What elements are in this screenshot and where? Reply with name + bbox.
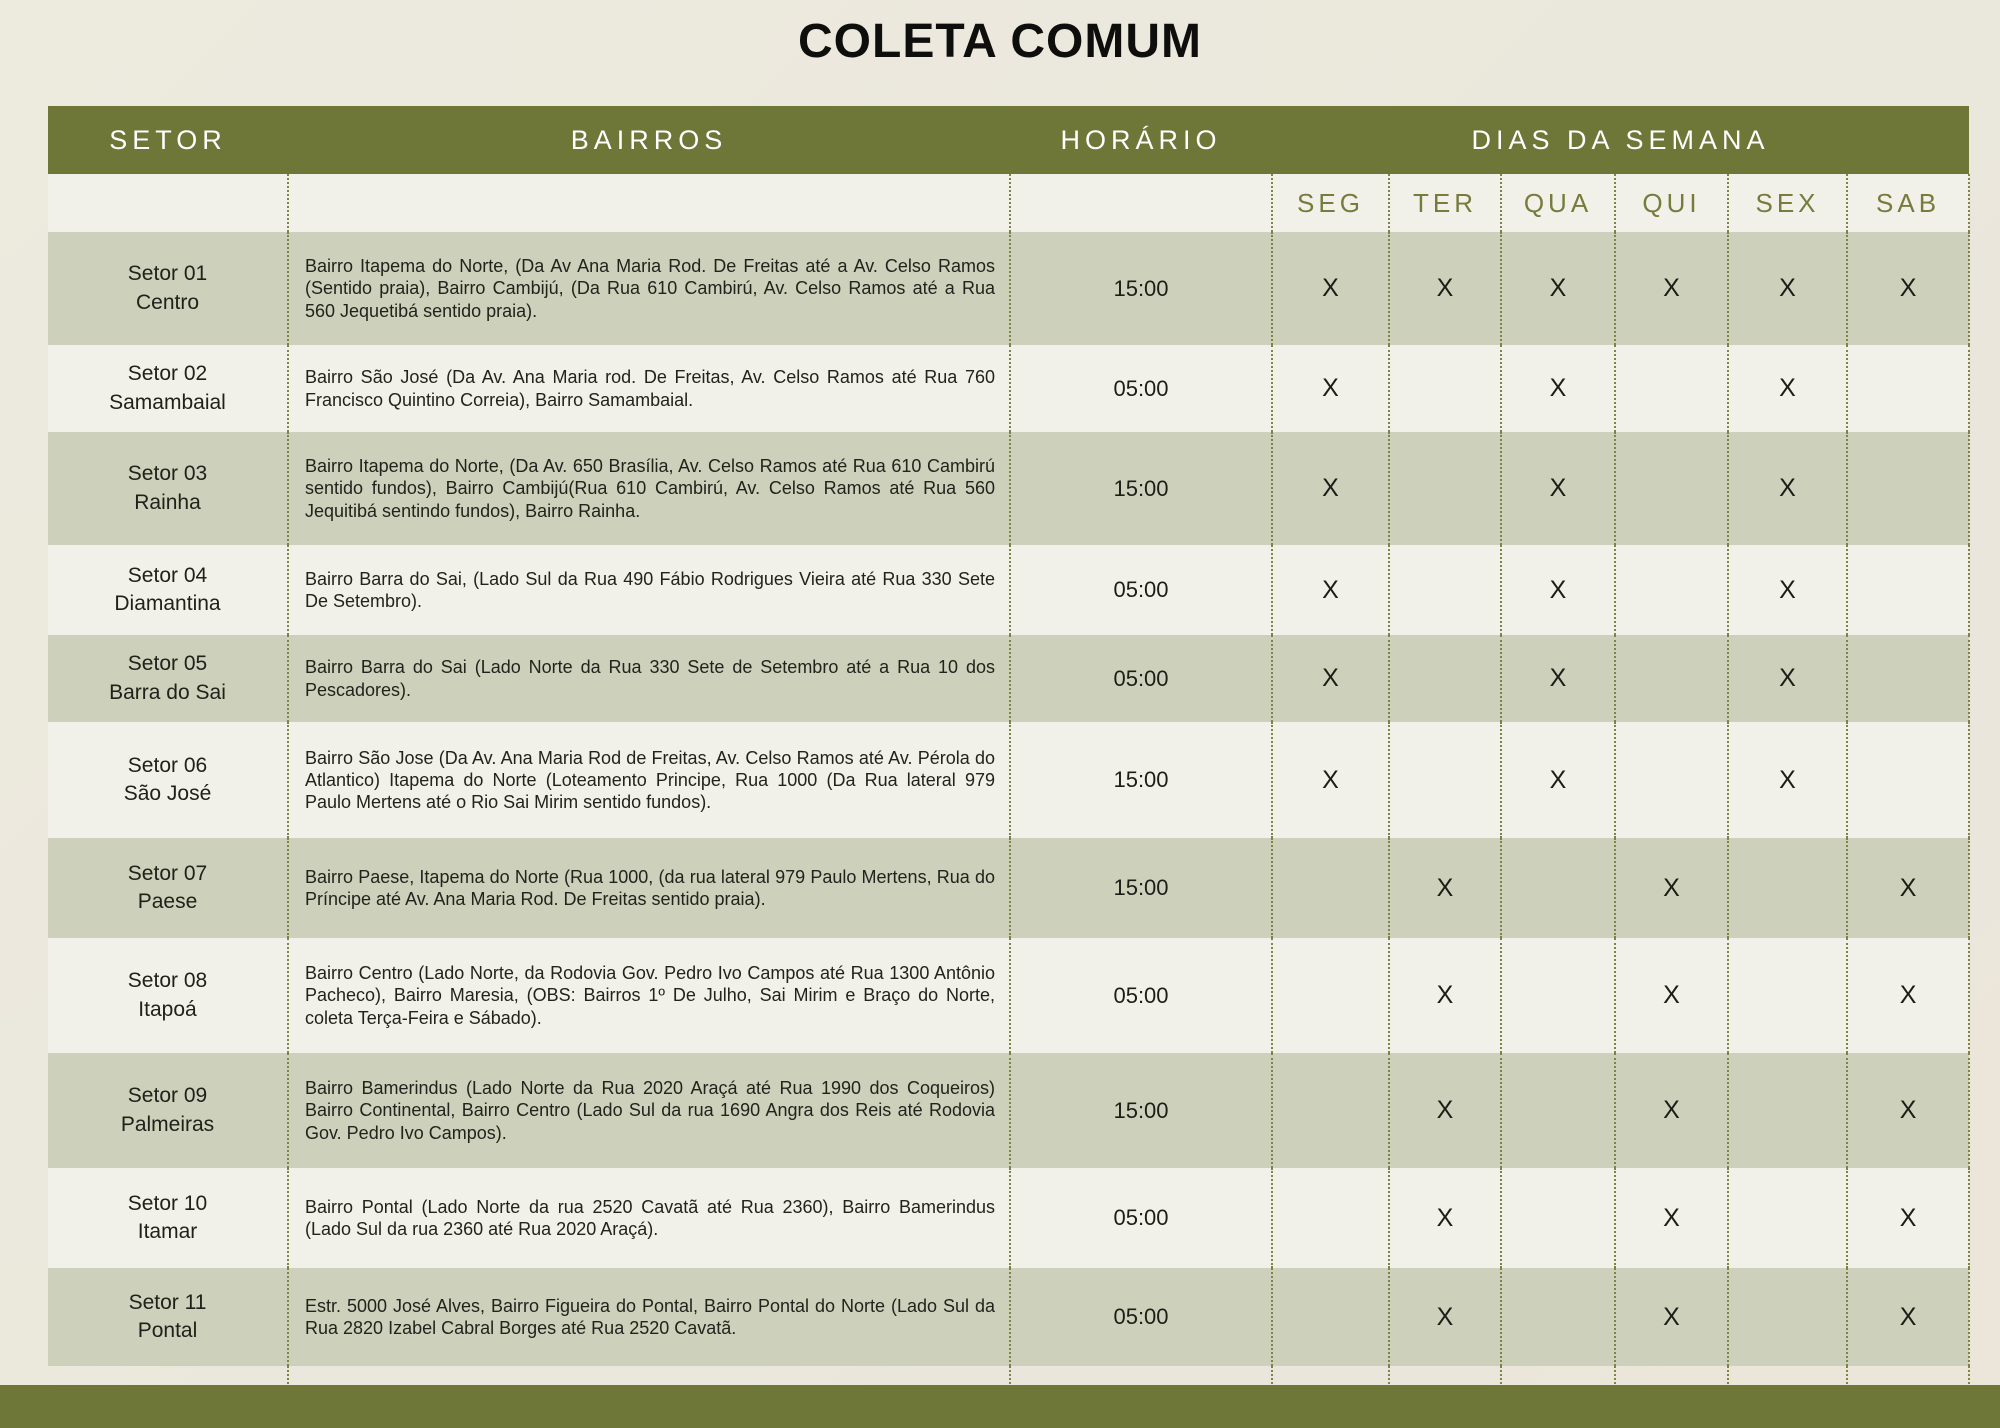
day-mark-cell — [1728, 1268, 1847, 1366]
day-mark-cell: X — [1615, 232, 1728, 345]
day-mark-cell: X — [1501, 345, 1615, 432]
day-mark-cell — [1272, 1053, 1389, 1168]
setor-number: Setor 02 — [127, 362, 208, 386]
table-row — [48, 722, 1969, 838]
day-mark-cell — [1728, 1168, 1847, 1268]
table-row — [48, 1168, 1969, 1268]
table-row — [48, 545, 1969, 635]
col-header-bairros: BAIRROS — [288, 106, 1010, 174]
day-mark-cell — [1615, 432, 1728, 545]
setor-number: Setor 07 — [127, 861, 208, 885]
setor-cell — [48, 938, 288, 1053]
setor-number: Setor 05 — [127, 652, 208, 676]
setor-cell — [48, 838, 288, 938]
table-row — [48, 1053, 1969, 1168]
bairros-cell: Bairro Bamerindus (Lado Norte da Rua 2020 Araçá até Rua 1990 dos Coqueiros) Bairro Continental, Bairro Centro (Lado Sul da rua 1690 Angra dos Reis até Rodovia Gov. Pedro Ivo Campos). — [288, 1053, 1010, 1168]
day-mark-cell: X — [1728, 545, 1847, 635]
table-header-row — [48, 106, 1969, 174]
setor-number: Setor 01 — [127, 262, 208, 286]
day-mark-cell: X — [1847, 1053, 1969, 1168]
coleta-comum-table — [48, 106, 1970, 1388]
setor-name: Itamar — [137, 1220, 198, 1243]
day-mark-cell: X — [1501, 232, 1615, 345]
day-mark-cell: X — [1847, 938, 1969, 1053]
footer-bar — [0, 1385, 2000, 1428]
day-mark-cell: X — [1615, 938, 1728, 1053]
setor-name: Pontal — [137, 1319, 198, 1342]
day-header-row — [48, 174, 1969, 232]
day-header-sab: SAB — [1847, 174, 1969, 232]
day-mark-cell: X — [1389, 938, 1501, 1053]
day-mark-cell — [1501, 1268, 1615, 1366]
day-mark-cell: X — [1615, 838, 1728, 938]
day-mark-cell: X — [1501, 432, 1615, 545]
day-mark-cell: X — [1272, 432, 1389, 545]
day-mark-cell — [1389, 635, 1501, 722]
horario-cell: 05:00 — [1010, 1168, 1272, 1268]
setor-number: Setor 10 — [127, 1191, 208, 1215]
day-mark-cell — [1272, 1168, 1389, 1268]
day-mark-cell: X — [1272, 635, 1389, 722]
setor-cell — [48, 545, 288, 635]
day-mark-cell: X — [1728, 345, 1847, 432]
setor-cell — [48, 1268, 288, 1366]
day-mark-cell — [1501, 938, 1615, 1053]
day-header-ter: TER — [1389, 174, 1501, 232]
bairros-cell: Bairro Itapema do Norte, (Da Av. 650 Brasília, Av. Celso Ramos até Rua 610 Cambirú sentido fundos), Bairro Cambijú(Rua 610 Cambirú, Av. Celso Ramos até Rua 560 Jequitibá sentindo fundos), Bairro Rainha. — [288, 432, 1010, 545]
horario-cell: 05:00 — [1010, 545, 1272, 635]
bairros-cell: Bairro Paese, Itapema do Norte (Rua 1000, (da rua lateral 979 Paulo Mertens, Rua do Príncipe até Av. Ana Maria Rod. De Freitas sentido praia). — [288, 838, 1010, 938]
table-row — [48, 432, 1969, 545]
table-row — [48, 635, 1969, 722]
setor-cell — [48, 635, 288, 722]
day-mark-cell — [1389, 722, 1501, 838]
day-mark-cell: X — [1501, 545, 1615, 635]
page-title: COLETA COMUM — [798, 15, 1202, 68]
setor-cell — [48, 1053, 288, 1168]
day-mark-cell: X — [1389, 232, 1501, 345]
day-mark-cell: X — [1272, 545, 1389, 635]
day-mark-cell — [1272, 838, 1389, 938]
day-mark-cell: X — [1615, 1168, 1728, 1268]
table-row — [48, 345, 1969, 432]
horario-cell: 15:00 — [1010, 232, 1272, 345]
bairros-cell: Bairro Centro (Lado Norte, da Rodovia Gov. Pedro Ivo Campos até Rua 1300 Antônio Pacheco), Bairro Maresia, (OBS: Bairros 1º De Julho, Sai Mirim e Braço do Norte, coleta Terça-Feira e Sábado). — [288, 938, 1010, 1053]
bairros-cell: Bairro Itapema do Norte, (Da Av Ana Maria Rod. De Freitas até a Av. Celso Ramos (Sentido praia), Bairro Cambijú, (Da Rua 610 Cambirú, Av. Celso Ramos até a Rua 560 Jequetibá sentido praia). — [288, 232, 1010, 345]
horario-cell: 15:00 — [1010, 722, 1272, 838]
day-mark-cell — [1389, 345, 1501, 432]
day-mark-cell: X — [1728, 232, 1847, 345]
horario-cell: 05:00 — [1010, 1268, 1272, 1366]
day-mark-cell: X — [1272, 232, 1389, 345]
setor-cell — [48, 232, 288, 345]
setor-cell — [48, 432, 288, 545]
day-mark-cell — [1501, 838, 1615, 938]
setor-cell — [48, 722, 288, 838]
day-header-spacer — [288, 174, 1010, 232]
day-mark-cell — [1272, 938, 1389, 1053]
table-row — [48, 1268, 1969, 1366]
day-mark-cell — [1847, 345, 1969, 432]
day-mark-cell — [1728, 1053, 1847, 1168]
setor-number: Setor 08 — [127, 969, 208, 993]
day-mark-cell — [1272, 1268, 1389, 1366]
day-mark-cell — [1847, 722, 1969, 838]
setor-number: Setor 04 — [127, 563, 208, 587]
day-mark-cell: X — [1501, 635, 1615, 722]
setor-name: Paese — [137, 890, 198, 913]
day-mark-cell: X — [1847, 838, 1969, 938]
day-mark-cell: X — [1847, 1268, 1969, 1366]
day-mark-cell — [1847, 545, 1969, 635]
day-mark-cell: X — [1728, 722, 1847, 838]
horario-cell: 05:00 — [1010, 345, 1272, 432]
day-header-sex: SEX — [1728, 174, 1847, 232]
table-row — [48, 838, 1969, 938]
setor-number: Setor 03 — [127, 462, 208, 486]
day-mark-cell: X — [1615, 1268, 1728, 1366]
day-header-qui: QUI — [1615, 174, 1728, 232]
setor-name: Samambaial — [109, 390, 226, 414]
day-mark-cell: X — [1389, 1053, 1501, 1168]
bairros-cell: Bairro Pontal (Lado Norte da rua 2520 Cavatã até Rua 2360), Bairro Bamerindus (Lado Sul da rua 2360 até Rua 2020 Araçá). — [288, 1168, 1010, 1268]
day-mark-cell — [1847, 432, 1969, 545]
day-mark-cell — [1728, 838, 1847, 938]
day-mark-cell: X — [1389, 838, 1501, 938]
day-mark-cell — [1615, 635, 1728, 722]
day-mark-cell: X — [1501, 722, 1615, 838]
day-header-seg: SEG — [1272, 174, 1389, 232]
table-row — [48, 938, 1969, 1053]
col-header-horario: HORÁRIO — [1010, 106, 1272, 174]
bairros-cell: Estr. 5000 José Alves, Bairro Figueira do Pontal, Bairro Pontal do Norte (Lado Sul da Rua 2820 Izabel Cabral Borges até Rua 2520 Cavatã. — [288, 1268, 1010, 1366]
day-mark-cell: X — [1615, 1053, 1728, 1168]
setor-cell — [48, 345, 288, 432]
setor-name: São José — [123, 782, 212, 805]
day-mark-cell — [1389, 545, 1501, 635]
setor-number: Setor 11 — [128, 1290, 207, 1314]
day-mark-cell: X — [1728, 635, 1847, 722]
setor-name: Centro — [135, 290, 200, 314]
day-mark-cell: X — [1728, 432, 1847, 545]
day-mark-cell: X — [1847, 232, 1969, 345]
horario-cell: 05:00 — [1010, 635, 1272, 722]
day-mark-cell — [1615, 722, 1728, 838]
bairros-cell: Bairro Barra do Sai, (Lado Sul da Rua 490 Fábio Rodrigues Vieira até Rua 330 Sete De Setembro). — [288, 545, 1010, 635]
setor-cell — [48, 1168, 288, 1268]
bairros-cell: Bairro Barra do Sai (Lado Norte da Rua 330 Sete de Setembro até a Rua 10 dos Pescadores). — [288, 635, 1010, 722]
day-mark-cell — [1847, 635, 1969, 722]
horario-cell: 15:00 — [1010, 1053, 1272, 1168]
day-mark-cell — [1615, 545, 1728, 635]
schedule-table-wrap — [48, 106, 1969, 1388]
day-mark-cell: X — [1389, 1168, 1501, 1268]
day-header-qua: QUA — [1501, 174, 1615, 232]
setor-name: Diamantina — [114, 592, 221, 615]
day-mark-cell: X — [1847, 1168, 1969, 1268]
bairros-cell: Bairro São Jose (Da Av. Ana Maria Rod de Freitas, Av. Celso Ramos até Av. Pérola do Atlantico) Itapema do Norte (Loteamento Principe, Rua 1000 (Da Rua lateral 979 Paulo Mertens até o Rio Sai Mirim sentido fundos). — [288, 722, 1010, 838]
setor-name: Barra do Sai — [109, 680, 226, 704]
day-mark-cell — [1501, 1168, 1615, 1268]
day-mark-cell — [1501, 1053, 1615, 1168]
day-header-spacer — [1010, 174, 1272, 232]
day-mark-cell: X — [1389, 1268, 1501, 1366]
day-header-spacer — [48, 174, 288, 232]
bairros-cell: Bairro São José (Da Av. Ana Maria rod. De Freitas, Av. Celso Ramos até Rua 760 Francisco Quintino Correia), Bairro Samambaial. — [288, 345, 1010, 432]
col-header-dias-da-semana: DIAS DA SEMANA — [1272, 106, 1969, 174]
day-mark-cell: X — [1272, 345, 1389, 432]
day-mark-cell — [1615, 345, 1728, 432]
setor-name: Palmeiras — [120, 1112, 215, 1136]
horario-cell: 05:00 — [1010, 938, 1272, 1053]
setor-number: Setor 06 — [127, 753, 208, 777]
horario-cell: 15:00 — [1010, 838, 1272, 938]
horario-cell: 15:00 — [1010, 432, 1272, 545]
setor-name: Rainha — [134, 490, 201, 514]
day-mark-cell — [1389, 432, 1501, 545]
setor-name: Itapoá — [138, 997, 197, 1021]
table-row — [48, 232, 1969, 345]
col-header-setor: SETOR — [48, 106, 288, 174]
day-mark-cell — [1728, 938, 1847, 1053]
setor-number: Setor 09 — [127, 1084, 208, 1108]
day-mark-cell: X — [1272, 722, 1389, 838]
